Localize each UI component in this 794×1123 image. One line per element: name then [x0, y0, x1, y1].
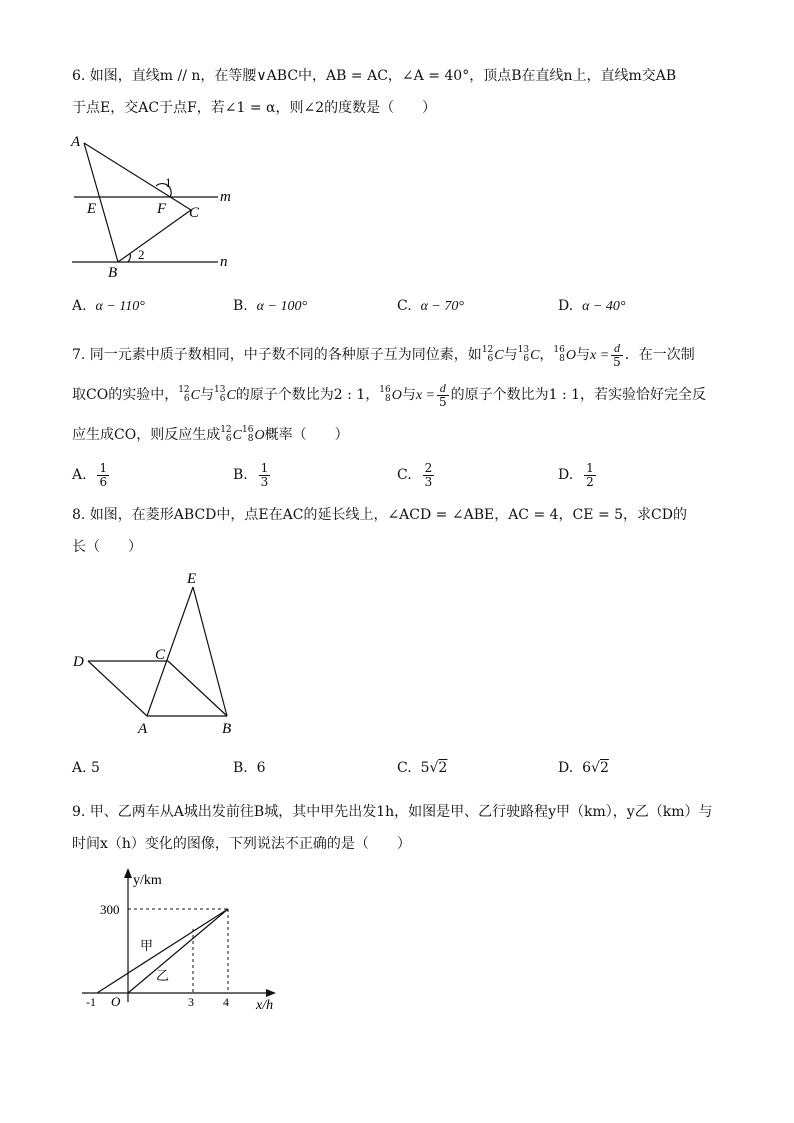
q9-tick-m1: -1	[86, 995, 96, 1009]
q8-label-B: B	[222, 721, 232, 737]
isotope-c12: 12 6	[481, 345, 494, 364]
q7-option-a[interactable]: A. $\frac{1}{6}$	[72, 460, 108, 489]
q8-label-C: C	[155, 647, 166, 663]
isotope-o16: 16 8	[553, 345, 565, 364]
q6-label-C: C	[189, 205, 200, 221]
q8-label-D: D	[73, 654, 84, 670]
q9-line1: 9. 甲、乙两车从A城出发前往B城，其中甲先出发1h，如图是甲、乙行驶路程y甲（km），y乙（km）与	[72, 804, 713, 820]
q6-label-F: F	[157, 201, 167, 217]
q8-option-d[interactable]: D. 6√2	[558, 760, 609, 776]
q9-tick-4: 4	[223, 995, 229, 1009]
x-fraction: $\frac{d}{5}$	[613, 340, 621, 369]
q7-line3: 应生成CO，则反应生成 12 6 C 16 8 O概率（ ）	[72, 425, 349, 444]
q6-label-m: m	[220, 189, 231, 205]
isotope-c13: 13 6	[517, 345, 530, 364]
q6-option-c[interactable]: C. α − 70°	[397, 298, 464, 314]
q9-tick-3: 3	[188, 995, 194, 1009]
q6-label-E: E	[87, 201, 97, 217]
q6-label-B: B	[108, 265, 118, 281]
q6-option-d[interactable]: D. α − 40°	[558, 298, 626, 314]
q8-line1: 8. 如图，在菱形ABCD中，点E在AC的延长线上，∠ACD = ∠ABE，AC = 4，CE = 5，求CD的	[72, 507, 687, 523]
q6-option-b[interactable]: B. α − 100°	[233, 298, 308, 314]
q9-series-yi: 乙	[156, 968, 170, 983]
q6-angle-2: 2	[138, 247, 145, 262]
q8-option-c[interactable]: C. 5√2	[397, 760, 448, 776]
q6-line2: 于点E，交AC于点F，若∠1 = α，则∠2的度数是（ ）	[72, 100, 437, 116]
q8-option-a[interactable]: A. 5	[72, 760, 100, 776]
q9-origin: O	[111, 994, 121, 1009]
q7-line2: 取CO的实验中， 12 6 C与 13 6 C的原子个数比为2 : 1， 16 8 O与x = $\frac{d}{5}$ 的原子个数比为1 : 1，若实验恰好完全反	[72, 380, 707, 409]
q9-line2: 时间x（h）变化的图像，下列说法不正确的是（ ）	[72, 836, 411, 852]
q9-xlabel: x/h	[256, 998, 274, 1013]
q8-option-b[interactable]: B. 6	[233, 760, 266, 776]
q9-series-jia: 甲	[140, 938, 154, 953]
q6-label-A: A	[71, 134, 81, 150]
q9-tick-300: 300	[100, 902, 120, 917]
q8-label-A: A	[138, 721, 148, 737]
q9-ylabel: y/km	[133, 873, 162, 888]
q8-line2: 长（ ）	[72, 539, 142, 555]
q6-label-n: n	[220, 254, 228, 270]
q7-option-b[interactable]: B. $\frac{1}{3}$	[233, 460, 269, 489]
q7-option-d[interactable]: D. $\frac{1}{2}$	[558, 460, 594, 489]
q6-line1: 6. 如图，直线m // n，在等腰∨ABC中，AB = AC，∠A = 40°，顶点B在直线n上，直线m交AB	[72, 68, 677, 84]
q6-angle-1: 1	[165, 175, 172, 190]
q7-option-c[interactable]: C. $\frac{2}{3}$	[397, 460, 433, 489]
q8-label-E: E	[187, 571, 197, 587]
q7-line1: 7. 同一元素中质子数相同，中子数不同的各种原子互为同位素，如 12 6 C与 13 6 C， 16 8 O与x = $\frac{d}{5}$ ．在一次制	[72, 340, 695, 369]
q6-option-a[interactable]: A. α − 110°	[72, 298, 145, 314]
